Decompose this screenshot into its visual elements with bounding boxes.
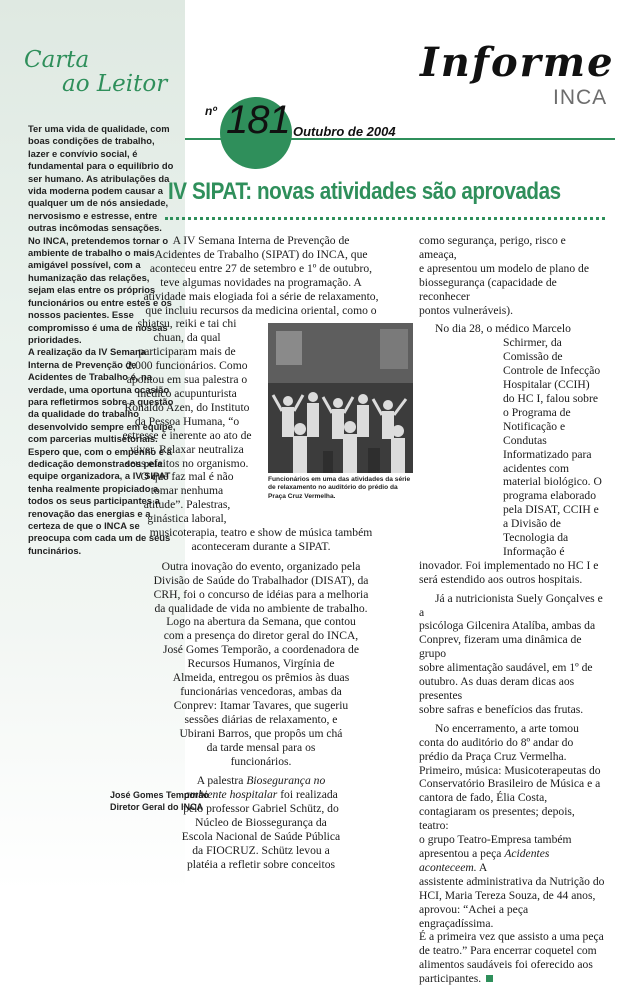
issue-number: 181 — [226, 98, 290, 142]
text-line: Almeida, entregou os prêmios às duas — [172, 671, 350, 685]
text-line: sobre safras e benefícios das frutas. — [419, 702, 584, 716]
text-line: No encerramento, a arte tomou — [435, 721, 579, 735]
text-line: viver. Relaxar neutraliza — [130, 442, 244, 456]
text-line: programa elaborado — [503, 489, 597, 503]
masthead — [420, 39, 620, 109]
text-line: José Gomes Temporão, a coordenadora de — [162, 643, 359, 657]
text-line: participantes. — [419, 972, 605, 986]
text-line: Notificação e — [503, 419, 566, 433]
text-line: material biológico. O — [503, 475, 602, 489]
text-line: Conprev: Itamar Tavares, que sugeriu — [173, 698, 349, 712]
text-line: sobre alimentação saudável, em 1º de — [419, 661, 593, 675]
text-line: apresentou a peça Acidentes aconteceem. A — [419, 846, 550, 874]
text-line: seus efeitos no organismo. — [125, 456, 249, 470]
text-line: Comissão de — [503, 350, 563, 364]
text-line: Tecnologia da — [503, 531, 569, 545]
text-line: Outra inovação do evento, organizado pela — [161, 559, 361, 573]
text-line: apontou em sua palestra o — [126, 373, 248, 387]
text-line: Escola Nacional de Saúde Pública — [181, 830, 341, 844]
text-line: teve algumas novidades na programação. A — [160, 275, 362, 289]
text-line: musicoterapia, teatro e show de música também — [149, 526, 373, 540]
text-line: atividade mais elogiada foi a série de relaxamento, — [143, 289, 379, 303]
text-line: tomar nenhuma — [150, 484, 224, 498]
text-wrap-block — [112, 317, 262, 526]
article-column-2 — [419, 234, 605, 986]
signature-role: Diretor Geral do INCA — [110, 802, 204, 812]
text-line: Informação é — [503, 544, 565, 558]
text-line: Divisão de Saúde do Trabalhador (DISAT), da — [153, 573, 369, 587]
text-line: pela DISAT, CCIH e — [503, 503, 599, 517]
text-line: Controle de Infecção — [503, 364, 601, 378]
text-line: aconteceram durante a SIPAT. — [191, 539, 331, 553]
text-line: conta do auditório do 8º andar do — [419, 735, 574, 749]
text-line: da qualidade de vida no ambiente de trabalho. — [154, 601, 368, 615]
text-line: e apresentou um modelo de plano de — [419, 261, 589, 275]
text-line: assistente administrativa da Nutrição do — [419, 874, 605, 888]
text-line: CRH, foi o concurso de idéias para a melhoria — [153, 587, 369, 601]
text-line: médico acupunturista — [137, 386, 237, 400]
text-line: Logo na abertura da Semana, que contou — [166, 615, 356, 629]
text-line: É a primeira vez que assisto a uma peça — [419, 930, 604, 944]
text-line: A palestra Biosegurança no — [196, 774, 326, 788]
text-line: o Programa de — [503, 405, 571, 419]
text-line: que incluiu recursos da medicina oriental, como o — [145, 303, 377, 317]
text-line: aconteceu entre 27 de setembro e 1º de outubro, — [149, 261, 373, 275]
text-line: ambiente hospitalar foi realizada — [184, 788, 338, 802]
text-line: Schirmer, da — [503, 336, 562, 350]
text-line: HCI, Maria Tereza Souza, de 44 anos, — [419, 888, 596, 902]
text-line: aprovou: “Achei a peça engraçadíssima. — [419, 902, 529, 930]
headline-dotted-rule — [165, 217, 605, 220]
article-headline: IV SIPAT: novas atividades são aprovadas — [168, 178, 561, 205]
end-of-article-icon — [486, 975, 493, 982]
text-line: da Pessoa Humana, “o — [134, 414, 240, 428]
text-line: da FIOCRUZ. Schütz levou a — [192, 843, 330, 857]
text-line: Já a nutricionista Suely Gonçalves e a — [419, 591, 603, 619]
text-line: Primeiro, música: Musicoterapeutas do — [419, 763, 601, 777]
text-line: platéia a refletir sobre conceitos — [186, 857, 336, 871]
text-line: atitude”. Palestras, — [143, 498, 231, 512]
text-line: pelo professor Gabriel Schütz, do — [183, 802, 339, 816]
letter-paragraph: Ter uma vida de qualidade, com boas condições de trabalho, lazer e convívio social, é fundamental para o equilíbrio do ser humano. As atribulações da vida moderna podem causar a qualquer um de nós ansiedade, nervosismo e estresse, entre outras incômodas sensações. No INCA, pretendemos tornar o ambiente de trabalho o mais amigável possível, com a humanização das relações, sejam elas entre os próprios funcionários ou entre estes e os nossos pacientes. Esse compromisso é uma de nossas prioridades. — [28, 123, 174, 345]
newsletter-subtitle: INCA — [553, 86, 608, 109]
text-line: ginástica laboral, — [147, 512, 227, 526]
text-line: sessões diárias de relaxamento, e — [184, 712, 338, 726]
text-line: do HC I, falou sobre — [503, 391, 598, 405]
text-line: outubro. As duas deram dicas aos presentes — [419, 675, 575, 702]
text-line: funcionários. — [230, 754, 292, 768]
text-line: 2.000 funcionários. Como — [126, 359, 248, 373]
text-line: psicóloga Gilcenira Atalíba, ambas da — [419, 619, 596, 633]
text-line: estresse é inerente ao ato de — [122, 428, 252, 442]
text-line: alimentos saudáveis foi oferecido aos — [419, 958, 593, 972]
text-line: como segurança, perigo, risco e ameaça, — [419, 234, 566, 261]
text-line: da tarde mensal para os — [206, 740, 316, 754]
issue-date: Outubro de 2004 — [293, 124, 396, 139]
text-line: Núcleo de Biossegurança da — [195, 816, 327, 830]
text-line: Hospitalar (CCIH) — [503, 378, 590, 392]
text-line: Condutas — [503, 433, 547, 447]
text-line: A IV Semana Interna de Prevenção de — [172, 234, 350, 247]
event-photo — [268, 323, 413, 473]
text-line: Acidentes de Trabalho (SIPAT) do INCA, que — [154, 247, 368, 261]
photo-caption: Funcionários em uma das atividades da série de relaxamento no auditório do prédio da Praça Cruz Vermelha. — [268, 476, 411, 500]
text-line: participaram mais de — [138, 345, 236, 359]
text-line: pontos vulneráveis). — [419, 303, 514, 317]
text-line: Informatizado para — [503, 447, 592, 461]
text-line: Conservatório Brasileiro de Música e a — [419, 777, 601, 791]
text-line: prédio da Praça Cruz Vermelha. — [419, 749, 567, 763]
text-line: Conprev, fizeram uma dinâmica de grupo — [419, 633, 582, 661]
text-line: o grupo Teatro-Empresa também — [419, 833, 572, 847]
text-line: será estendido aos outros hospitais. — [419, 572, 583, 586]
text-line: shiatsu, reiki e tai chi — [137, 317, 237, 331]
text-line: cantora de fado, Élia Costa, — [419, 791, 548, 805]
text-line: biossegurança (capacidade de reconhecer — [419, 275, 557, 303]
text-line: a Divisão de — [503, 517, 561, 531]
photo-illustration — [268, 323, 413, 473]
signature-name: José Gomes Temporão — [110, 790, 209, 800]
newsletter-title: Informe — [420, 39, 615, 86]
text-line: inovador. Foi implementado no HC I e — [419, 558, 599, 572]
text-line: com a presença do diretor geral do INCA, — [163, 629, 359, 643]
text-line: contagiaram os presentes; depois, teatro: — [419, 805, 575, 833]
text-line: chuan, da qual — [153, 331, 221, 345]
text-line: acidentes com — [503, 461, 569, 475]
text-line: Recursos Humanos, Virgínia de — [187, 657, 335, 671]
letter-paragraph: A realização da IV Semana Interna de Prevenção de Acidentes de Trabalho é, na verdade, uma oportuna ocasião para refletirmos sobre a questão da qualidade do trabalho desenvolvido sempre em equipe, com parcerias multisetoriais. Espero que, com o empenho e a dedicação demonstrados pela equipe organizadora, a IV SIPAT tenha realmente propiciado a todos os seus participantes a renovação das energias e a certeza de que o INCA se preocupa com cada um de seus funcinários. — [28, 346, 176, 556]
text-line: Ubirani Barros, que propôs um chá — [179, 726, 343, 740]
text-line: Ronaldo Azen, do Instituto — [124, 400, 250, 414]
text-line: funcionárias vencedoras, ambas da — [180, 685, 342, 698]
issue-label: nº — [205, 104, 217, 118]
sidebar-title: Carta ao Leitor — [24, 47, 168, 97]
text-line: de teatro.” Para encerrar coquetel com — [419, 944, 597, 958]
text-line: O que faz mal é não — [140, 470, 234, 484]
text-line: No dia 28, o médico Marcelo — [435, 322, 571, 336]
